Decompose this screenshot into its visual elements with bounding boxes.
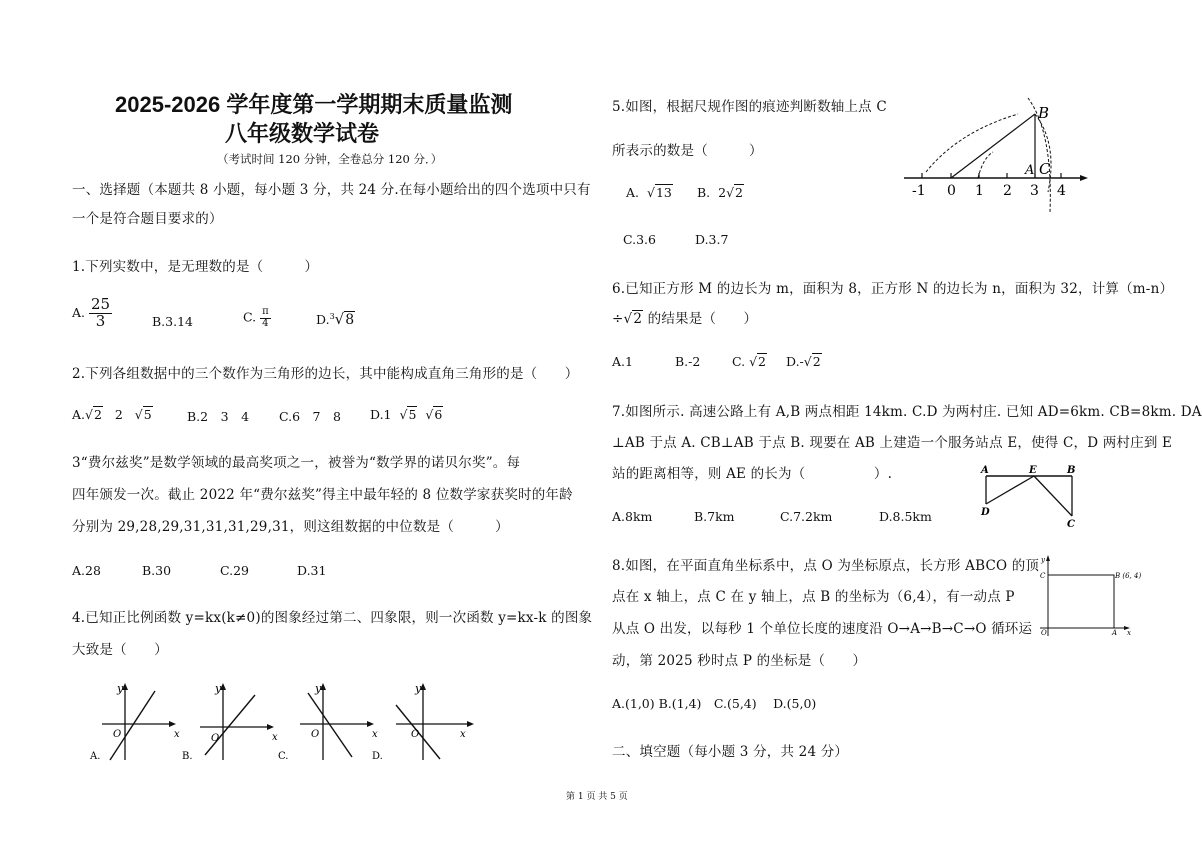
q6-option-c (732, 354, 767, 369)
radical-sign-icon: √ (134, 407, 143, 422)
q5-line1: 5.如图，根据尺规作图的痕迹判断数轴上点 C (612, 99, 887, 115)
q8-label-b: B (6, 4) (1115, 572, 1142, 580)
q4-d-label: D. (372, 751, 383, 762)
q1-stem: 1.下列实数中，是无理数的是（ ） (72, 259, 319, 275)
q5-b-prefix: B. (697, 185, 711, 200)
q8-label-c: C (1040, 572, 1046, 580)
q7-label-d: D (981, 507, 990, 518)
q3-option-a: A.28 (72, 563, 101, 578)
q1-c-denominator: 4 (262, 317, 269, 329)
q4-graph-a (89, 682, 180, 762)
q6-c-radicand: 2 (758, 354, 766, 369)
q3-option-b: B.30 (142, 563, 172, 578)
q7-label-a: A (981, 465, 989, 476)
q8-line1: 8.如图，在平面直角坐标系中，点 O 为坐标原点，长方形 ABCO 的顶 (612, 558, 1040, 574)
q3-option-c: C.29 (220, 563, 249, 578)
q7-option-b: B.7km (694, 509, 735, 524)
radical-sign-icon: √ (646, 185, 655, 200)
radical-sign-icon: √ (334, 310, 345, 328)
q4-c-origin: O (311, 729, 320, 740)
section1-heading-cont: 一个是符合题目要求的） (72, 211, 223, 227)
q7-option-a: A.8km (612, 509, 653, 524)
page-footer: 第 1 页 共 5 页 (566, 792, 628, 802)
q6-option-b: B.-2 (675, 354, 701, 369)
q5-label-b: B (1038, 104, 1050, 122)
q7-label-e: E (1029, 465, 1037, 476)
q5-number-line-figure (898, 92, 1098, 218)
q8-label-x: x (1127, 629, 1131, 637)
q4-b-y: y (215, 682, 222, 695)
radical-sign-icon: √ (425, 407, 434, 422)
q7-line1: 7.如图所示. 高速公路上有 A,B 两点相距 14km. C.D 为两村庄. 已知 AD=6km. CB=8km. DA (612, 404, 1202, 420)
q6-option-d (786, 354, 822, 369)
q1-a-fraction (89, 297, 112, 330)
q4-c-y: y (315, 682, 322, 695)
q7-highway-figure (976, 460, 1086, 532)
q4-d-y: y (415, 682, 422, 695)
q3-line2: 四年颁发一次。截止 2022 年“费尔兹奖”得主中最年轻的 8 位数学家获奖时的年龄 (72, 487, 573, 503)
q1-c-numerator: π (262, 306, 269, 317)
section1-heading: 一、选择题（本题共 8 小题，每小题 3 分，共 24 分.在每小题给出的四个选项中只有 (72, 182, 591, 198)
q8-line4: 动，第 2025 秒时点 P 的坐标是（ ） (612, 653, 867, 669)
q2-a-prefix: A. (72, 407, 86, 422)
q8-line3: 从点 O 出发，以每秒 1 个单位长度的速度沿 O→A→B→C→O 循环运 (612, 621, 1033, 637)
q4-d-origin: O (411, 729, 420, 740)
exam-title: 2025-2026 学年度第一学期期末质量监测 (115, 92, 513, 117)
q5-construction-arc (926, 114, 1018, 172)
q5-option-c: C.3.6 (623, 232, 656, 247)
q1-a-denominator: 3 (95, 311, 106, 330)
q4-c-line (308, 693, 352, 757)
q8-label-y: y (1041, 556, 1045, 564)
q4-b-line (205, 695, 255, 755)
q1-a-numerator: 25 (91, 295, 111, 313)
tick-label-3: 3 (1030, 183, 1039, 199)
radical-sign-icon: √ (749, 354, 758, 369)
q4-d-x: x (460, 729, 466, 740)
q5-option-b (697, 185, 744, 200)
q4-b-origin: O (211, 733, 220, 744)
q7-line3: 站的距离相等，则 AE 的长为（ ）. (612, 466, 893, 482)
q2-d-prefix: D.1 (370, 407, 392, 422)
q7-label-c: C (1067, 519, 1075, 530)
q6-line1: 6.已知正方形 M 的边长为 m，面积为 8，正方形 N 的边长为 n，面积为 32，计算（m-n） (612, 281, 1174, 297)
q4-line1: 4.已知正比例函数 y=kx(k≠0)的图象经过第二、四象限，则一次函数 y=kx-k 的图象 (72, 610, 593, 626)
q6-d-prefix: D.- (786, 354, 804, 369)
q4-c-label: C. (278, 751, 289, 762)
q1-d-radicand: 8 (345, 312, 355, 328)
q3-option-d: D.31 (297, 563, 327, 578)
q1-option-d (316, 310, 355, 328)
q8-line2: 点在 x 轴上，点 C 在 y 轴上，点 B 的坐标为（6,4），有一动点 P (612, 589, 1015, 605)
q5-label-a: A (1025, 163, 1035, 178)
q2-option-b: B.2 3 4 (187, 409, 250, 424)
q5-a-radicand: 13 (655, 185, 672, 200)
q6-c-prefix: C. (732, 354, 746, 369)
q4-a-label: A. (90, 751, 101, 762)
exam-note: （考试时间 120 分钟，全卷总分 120 分．） (217, 152, 443, 166)
q4-graph-d (372, 682, 474, 762)
q2-option-a (72, 407, 153, 422)
q2-a-mid: 2 (114, 407, 123, 422)
q5-b-coefficient: 2 (718, 185, 727, 200)
q5-line2: 所表示的数是（ ） (612, 143, 763, 159)
q1-option-a (72, 297, 112, 330)
q5-option-d: D.3.7 (695, 232, 729, 247)
q1-a-prefix: A. (72, 304, 86, 320)
q7-option-d: D.8.5km (879, 509, 932, 524)
q8-label-a: A (1112, 629, 1118, 637)
q5-label-c: C (1039, 160, 1051, 178)
q1-c-prefix: C. (243, 309, 257, 325)
q8-rectangle (1048, 575, 1114, 628)
exam-subtitle: 八年级数学试卷 (225, 121, 380, 146)
tick-label-0: 0 (947, 183, 956, 199)
q4-b-x: x (272, 732, 278, 743)
q4-b-label: B. (182, 751, 193, 762)
radical-sign-icon: √ (85, 407, 93, 422)
q1-c-fraction (260, 307, 271, 329)
q1-d-index: 3 (329, 311, 335, 321)
q7-line2: ⊥AB 于点 A. CB⊥AB 于点 B. 现要在 AB 上建造一个服务站点 E，使得 C，D 两村庄到 E (612, 435, 1173, 451)
radical-sign-icon: √ (803, 354, 812, 369)
q2-stem: 2.下列各组数据中的三个数作为三角形的边长，其中能构成直角三角形的是（ ） (72, 366, 579, 382)
tick-label-1: 1 (975, 183, 984, 199)
q1-option-b: B.3.14 (152, 314, 193, 329)
tick-label-2: 2 (1003, 183, 1012, 199)
q7-label-b: B (1067, 465, 1076, 476)
q4-a-origin: O (113, 729, 122, 740)
q4-a-x: x (174, 729, 180, 740)
radical-sign-icon: √ (726, 185, 735, 200)
q1-option-c (243, 307, 271, 329)
q8-label-o: O (1041, 629, 1047, 637)
q3-line3: 分别为 29,28,29,31,31,31,29,31，则这组数据的中位数是（ ） (72, 519, 509, 535)
q2-a-radicand1: 2 (93, 407, 102, 422)
q2-d-radicand1: 5 (408, 407, 417, 422)
q5-option-a (626, 185, 673, 200)
q4-graph-c (278, 682, 378, 762)
q1-d-prefix: D. (316, 312, 330, 327)
q2-a-radicand2: 5 (143, 407, 152, 422)
q5-arc (1035, 114, 1051, 192)
q7-option-c: C.7.2km (780, 509, 833, 524)
radical-sign-icon: √ (623, 311, 633, 327)
tick-label-neg1: -1 (912, 183, 926, 199)
radical-sign-icon: √ (399, 407, 408, 422)
q4-graphs (80, 675, 480, 767)
q5-hypotenuse (951, 114, 1035, 178)
section2-heading: 二、填空题（每小题 3 分，共 24 分） (612, 744, 849, 760)
q4-c-x: x (372, 729, 378, 740)
tick-label-4: 4 (1057, 183, 1066, 199)
q8-coordinate-figure (1036, 552, 1142, 640)
q6-radicand: 2 (633, 311, 643, 327)
q8-options: A.(1,0) B.(1,4) C.(5,4) D.(5,0) (612, 696, 817, 711)
q6-line2-text: 的结果是（ ） (647, 311, 758, 327)
q3-line1: 3“费尔兹奖”是数学领域的最高奖项之一，被誉为“数学界的诺贝尔奖”。每 (72, 455, 521, 471)
q2-option-c: C.6 7 8 (279, 409, 341, 424)
q2-option-d (370, 407, 443, 422)
q6-divide: ÷ (612, 311, 624, 327)
q4-a-y: y (117, 682, 124, 695)
q5-a-prefix: A. (626, 185, 640, 200)
q6-line2 (612, 307, 757, 327)
q6-d-radicand: 2 (812, 354, 821, 369)
q6-option-a: A.1 (612, 354, 633, 369)
q4-a-line (110, 691, 155, 760)
q4-line2: 大致是（ ） (72, 642, 168, 658)
q2-d-radicand2: 6 (434, 407, 443, 422)
q5-b-radicand: 2 (735, 185, 743, 200)
q4-graph-b (182, 682, 278, 762)
